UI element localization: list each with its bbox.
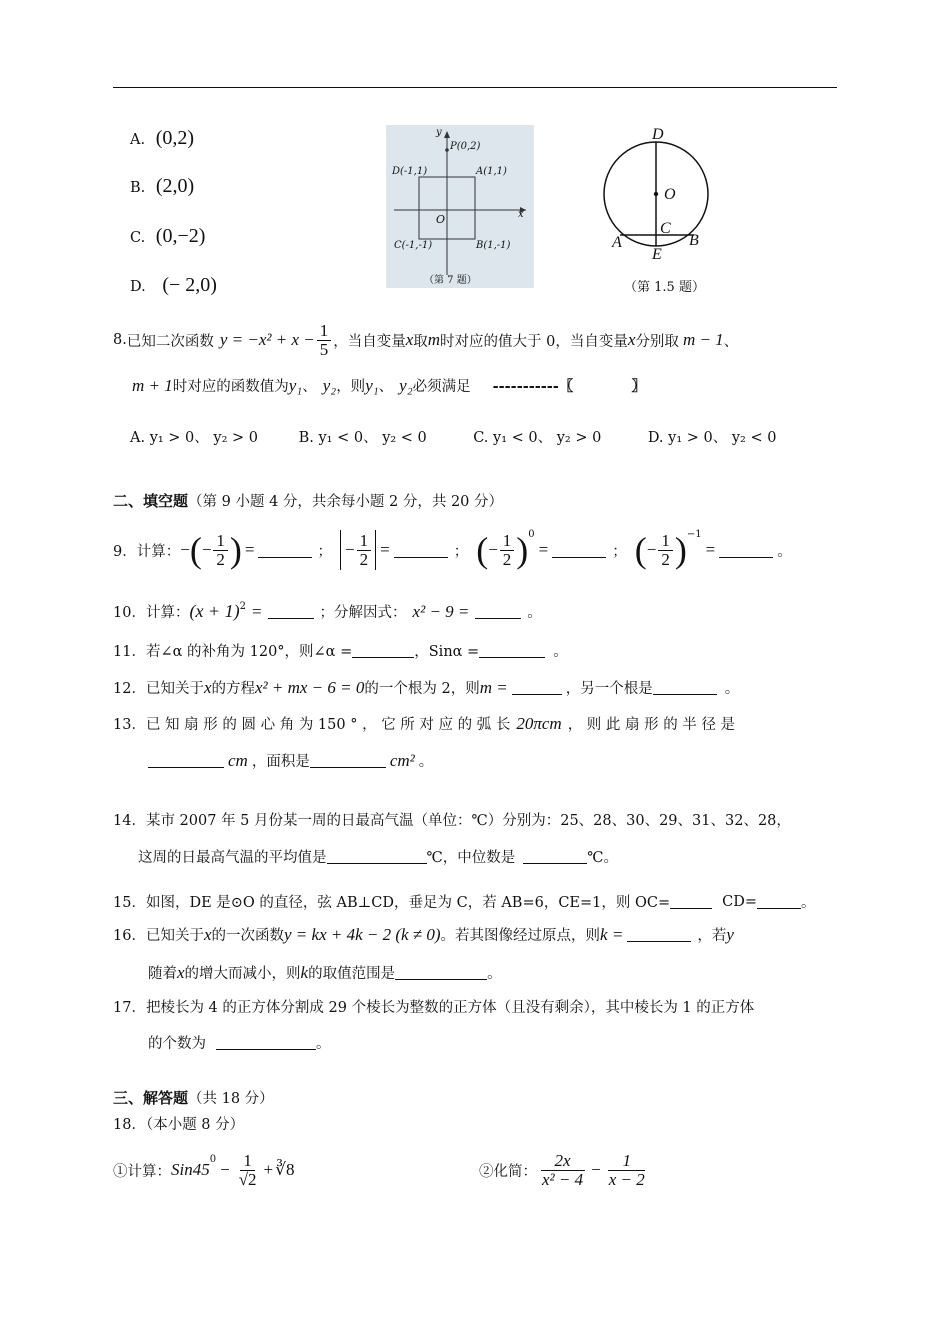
fig15-o-label: O [664,186,676,203]
q8-sep: 、 [378,379,394,395]
fraction-numerator: 1 [240,1152,255,1171]
q17-end: 。 [316,1036,331,1052]
q8-answer-bracket: -----------〖 〗 [492,378,646,395]
paren-right: ) [516,530,529,570]
q8-var-m: m [427,330,441,349]
question-10 [113,601,542,622]
equals-sign: = [251,601,262,621]
q18-label: ①计算： [113,1163,171,1180]
q8-function: y = −x² + x − [219,330,315,349]
q14-text: ℃。 [587,850,618,866]
answer-blank[interactable] [258,543,312,558]
q17-text: 把棱长为 4 的正方体分割成 29 个棱长为整数的正方体（且没有剩余），其中棱长为 1 的正方体 [145,1000,755,1016]
q8-m-minus: m − 1 [682,330,724,349]
answer-blank[interactable] [216,1035,316,1050]
q8-var-x: x [405,330,414,349]
answer-blank[interactable] [394,543,448,558]
abs-bar-left [340,530,341,570]
q18-deg: 0 [209,1154,217,1165]
paren-left: ( [476,530,489,570]
q12-text: 的方程 [211,681,255,697]
fig7-y-label: y [436,127,442,138]
option-d-7 [130,274,217,297]
q8-option-c: C. y₁ < 0、 y₂ > 0 [473,430,602,446]
plus-sign: + [263,1160,274,1179]
q18-sin: Sin45 [171,1160,210,1179]
answer-blank[interactable] [552,543,606,558]
answer-blank[interactable] [327,849,427,864]
paren-right: ) [674,530,687,570]
section-note: （第 9 小题 4 分，共余每小题 2 分，共 20 分） [188,494,504,510]
section-2-heading [113,490,503,511]
fraction-numerator: 1 [357,532,372,551]
q9-fraction [213,532,228,569]
fraction-numerator: 1 [317,322,332,341]
question-13-line1 [113,713,735,734]
option-label: B. [130,180,146,196]
fig7-c-label: C(-1,-1) [394,240,433,251]
q15-end: 。 [801,895,816,911]
fig7-caption: （第 7 题） [424,275,477,286]
minus-sign: − [201,540,212,559]
minus-sign: − [180,540,190,559]
equals-sign: = [244,540,255,559]
q18-part1 [113,1144,294,1196]
question-8-line1 [113,322,738,358]
fraction-denominator: x − 2 [608,1169,645,1189]
q18-fraction [236,1152,260,1189]
q18-cbrt: ∛8 [275,1160,295,1179]
q8-text: 必须满足 [412,379,471,395]
question-14-line2 [138,846,618,867]
fig15-a-label: A [612,234,622,251]
q11-text: ，Sinα = [414,644,480,660]
q9-fraction [357,532,372,569]
fraction-numerator: 1 [213,532,228,551]
q13-text: ，面积是 [251,754,310,770]
q11-text: 若∠α 的补角为 120°，则∠α = [145,644,353,660]
q8-sep: 、 [723,333,739,350]
equals-sign: = [705,540,716,559]
q18-title: 18．（本小题 8 分） [113,1117,245,1133]
q10-text: ；分解因式： [319,605,407,621]
q15-text: 如图，DE 是⊙O 的直径，弦 AB⊥CD，垂足为 C，若 AB=6，CE=1，则 OC= [145,895,671,911]
minus-sign: − [220,1160,230,1179]
section-title: 三、解答题 [113,1089,189,1107]
fig7-o-label: O [436,213,446,226]
q8-fraction [317,322,332,359]
fig7-p-label: P(0,2) [450,141,481,152]
option-a-7 [130,127,194,150]
exponent-neg-one: −1 [686,529,702,540]
equals-sign: = [538,540,549,559]
q10-exp: 2 [239,601,246,612]
fig15-c-label: C [660,220,671,237]
question-8-line2 [132,375,646,396]
q12-end: 。 [724,681,740,697]
minus-sign: − [488,540,498,559]
figure-7 [386,125,534,288]
fig15-e-label: E [652,246,662,263]
fraction-denominator: 2 [502,549,512,569]
q14-num: 14． [113,813,146,829]
option-label: D. [130,279,146,295]
fig7-x-label: x [518,209,524,220]
fraction-denominator: 2 [359,549,369,569]
q16-end: 。 [487,966,502,982]
q8-options [130,426,776,447]
q10-expr2: x² − 9 = [412,601,470,621]
q12-var-x: x [203,677,212,697]
q16-function: y = kx + 4k − 2 (k ≠ 0) [284,924,441,944]
q11-num: 11． [113,644,146,660]
answer-blank[interactable] [523,849,587,864]
answer-blank[interactable] [479,643,545,658]
minus-sign: − [646,540,657,559]
q8-text: 时对应的值大于 0，当自变量 [440,333,628,350]
q9-fraction [500,532,515,569]
answer-blank[interactable] [719,543,773,558]
question-9 [113,527,792,573]
q8-option-b: B. y₁ < 0、 y₂ < 0 [298,430,427,446]
answer-blank[interactable] [352,643,414,658]
section-3-heading [113,1087,274,1108]
fig7-a-label: A(1,1) [476,166,507,177]
option-value: (2,0) [155,175,195,197]
fig7-b-label: B(1,-1) [476,240,511,251]
q9-sep: ； [453,543,469,560]
answer-blank[interactable] [653,680,717,695]
option-value: (− 2,0) [162,274,217,296]
minus-sign: − [591,1160,601,1179]
q13-text: ， 则 此 扇 形 的 半 径 是 [567,717,736,733]
question-16-line2 [148,962,502,983]
q16-num: 16． [113,928,146,944]
question-11 [113,640,568,661]
option-label: C. [130,230,146,246]
q15-num: 15． [113,895,146,911]
option-value: (0,−2) [155,225,206,247]
q16-var-k: k [300,962,309,982]
q12-text: 的一个根为 2，则 [364,681,480,697]
q13-arc: 20πcm [516,713,562,733]
q12-num: 12． [113,681,146,697]
answer-blank[interactable] [670,894,712,909]
q15-cd: CD= [722,893,757,910]
fraction-numerator: 2x [541,1152,585,1171]
answer-blank[interactable] [268,604,314,619]
q18-fraction-2 [606,1152,648,1189]
q16-text: 。若其图像经过原点，则 [440,928,601,944]
q17-num: 17． [113,1000,146,1016]
header-rule [113,87,837,88]
q8-text: ，则 [336,379,366,395]
paren-left: ( [189,530,202,570]
minus-sign: − [345,540,355,559]
q14-text: 某市 2007 年 5 月份某一周的日最高气温（单位：℃）分别为：25、28、30、29、31、32、28， [145,813,791,829]
fraction-numerator: 1 [608,1152,645,1171]
section-title: 二、填空题 [113,492,189,510]
fig7-d-label: D(-1,1) [392,166,428,177]
q9-num: 9．计算： [113,543,181,560]
q13-cm2: cm² [389,750,415,770]
figure-15 [598,128,728,298]
q16-text: 的取值范围是 [308,966,396,982]
answer-blank[interactable] [627,927,691,942]
q10-end: 。 [527,605,542,621]
option-c-7 [130,225,205,248]
q8-option-a: A. y₁ > 0、 y₂ > 0 [130,430,258,446]
question-13-line2 [148,750,433,771]
question-15 [113,891,816,912]
q12-equation: x² + mx − 6 = 0 [255,677,365,697]
q16-var-x: x [177,962,185,982]
q8-text: ，当自变量 [333,333,406,350]
q8-text: 已知二次函数 [126,333,214,350]
fig15-caption: （第 1.5 题） [624,280,705,295]
q16-var-k: k = [600,924,624,944]
fraction-denominator: x² − 4 [542,1169,584,1189]
fig15-d-label: D [652,126,664,143]
question-17-line2 [148,1032,331,1053]
q9-fraction [658,532,673,569]
paren-right: ) [229,530,242,570]
fraction-denominator: √2 [238,1169,257,1189]
q9-sep: ； [612,543,627,560]
fraction-denominator: 5 [319,339,329,359]
option-b-7 [130,175,194,198]
q8-text: 取 [413,333,428,350]
q8-y2: y₂ [399,375,413,395]
question-14-line1 [113,809,791,830]
q17-text: 的个数为 [148,1036,206,1052]
section-note: （共 18 分） [188,1091,274,1107]
q16-var-y: y [726,924,734,944]
q10-expr: (x + 1) [189,601,240,621]
q8-y1: y₁ [288,375,303,395]
question-17-line1 [113,996,754,1017]
q14-text: ℃，中位数是 [426,850,516,866]
q16-text: 已知关于 [145,928,204,944]
q16-text: 的增大而减小，则 [184,966,301,982]
equals-sign: = [380,540,390,559]
q18-label: ②化简： [479,1163,537,1180]
q16-text: 随着 [148,966,177,982]
q16-text: ，若 [697,928,727,944]
answer-blank[interactable] [310,753,386,768]
q18-fraction-1 [539,1152,586,1189]
q13-num: 13． [113,717,146,733]
exponent-zero: 0 [528,529,535,540]
circle-diagram [598,128,728,278]
q8-text: 分别取 [635,333,679,350]
fraction-numerator: 1 [658,532,673,551]
q8-var-x: x [627,330,636,349]
question-12 [113,677,739,698]
q8-m-plus: m + 1 [132,375,173,395]
fraction-denominator: 2 [216,549,225,569]
q8-sep: 、 [302,379,317,395]
q13-end: 。 [418,754,434,770]
question-16-line1 [113,924,734,945]
q12-text: ，另一个根是 [565,681,653,697]
q14-text: 这周的日最高气温的平均值是 [138,850,327,866]
q16-var-x: x [203,924,212,944]
q9-sep: ； [317,543,333,560]
answer-blank[interactable] [148,753,224,768]
q8-option-d: D. y₁ > 0、 y₂ < 0 [647,430,777,446]
q8-text: 时对应的函数值为 [172,379,289,395]
q10-num: 10．计算： [113,605,190,621]
q11-end: 。 [553,644,568,660]
answer-blank[interactable] [757,894,801,909]
option-value: (0,2) [155,127,195,149]
answer-blank[interactable] [475,604,521,619]
fraction-denominator: 2 [661,549,670,569]
q12-text: 已知关于 [145,681,204,697]
q8-y2: y₂ [322,375,337,395]
q18-part2 [479,1144,650,1196]
q13-text: 已 知 扇 形 的 圆 心 角 为 150 ° ， 它 所 对 应 的 弧 长 [145,717,511,733]
answer-blank[interactable] [512,680,562,695]
answer-blank[interactable] [395,965,487,980]
abs-bar-right [375,530,376,570]
option-label: A. [130,132,146,148]
q9-end: 。 [777,543,792,560]
q8-y1: y₁ [365,375,379,395]
fig15-b-label: B [689,232,699,249]
q16-text: 的一次函数 [211,928,284,944]
q13-cm: cm [228,750,248,770]
q8-num: 8. [113,332,127,348]
fraction-numerator: 1 [500,532,515,551]
paren-left: ( [634,530,647,570]
q12-var-m: m = [479,677,508,697]
